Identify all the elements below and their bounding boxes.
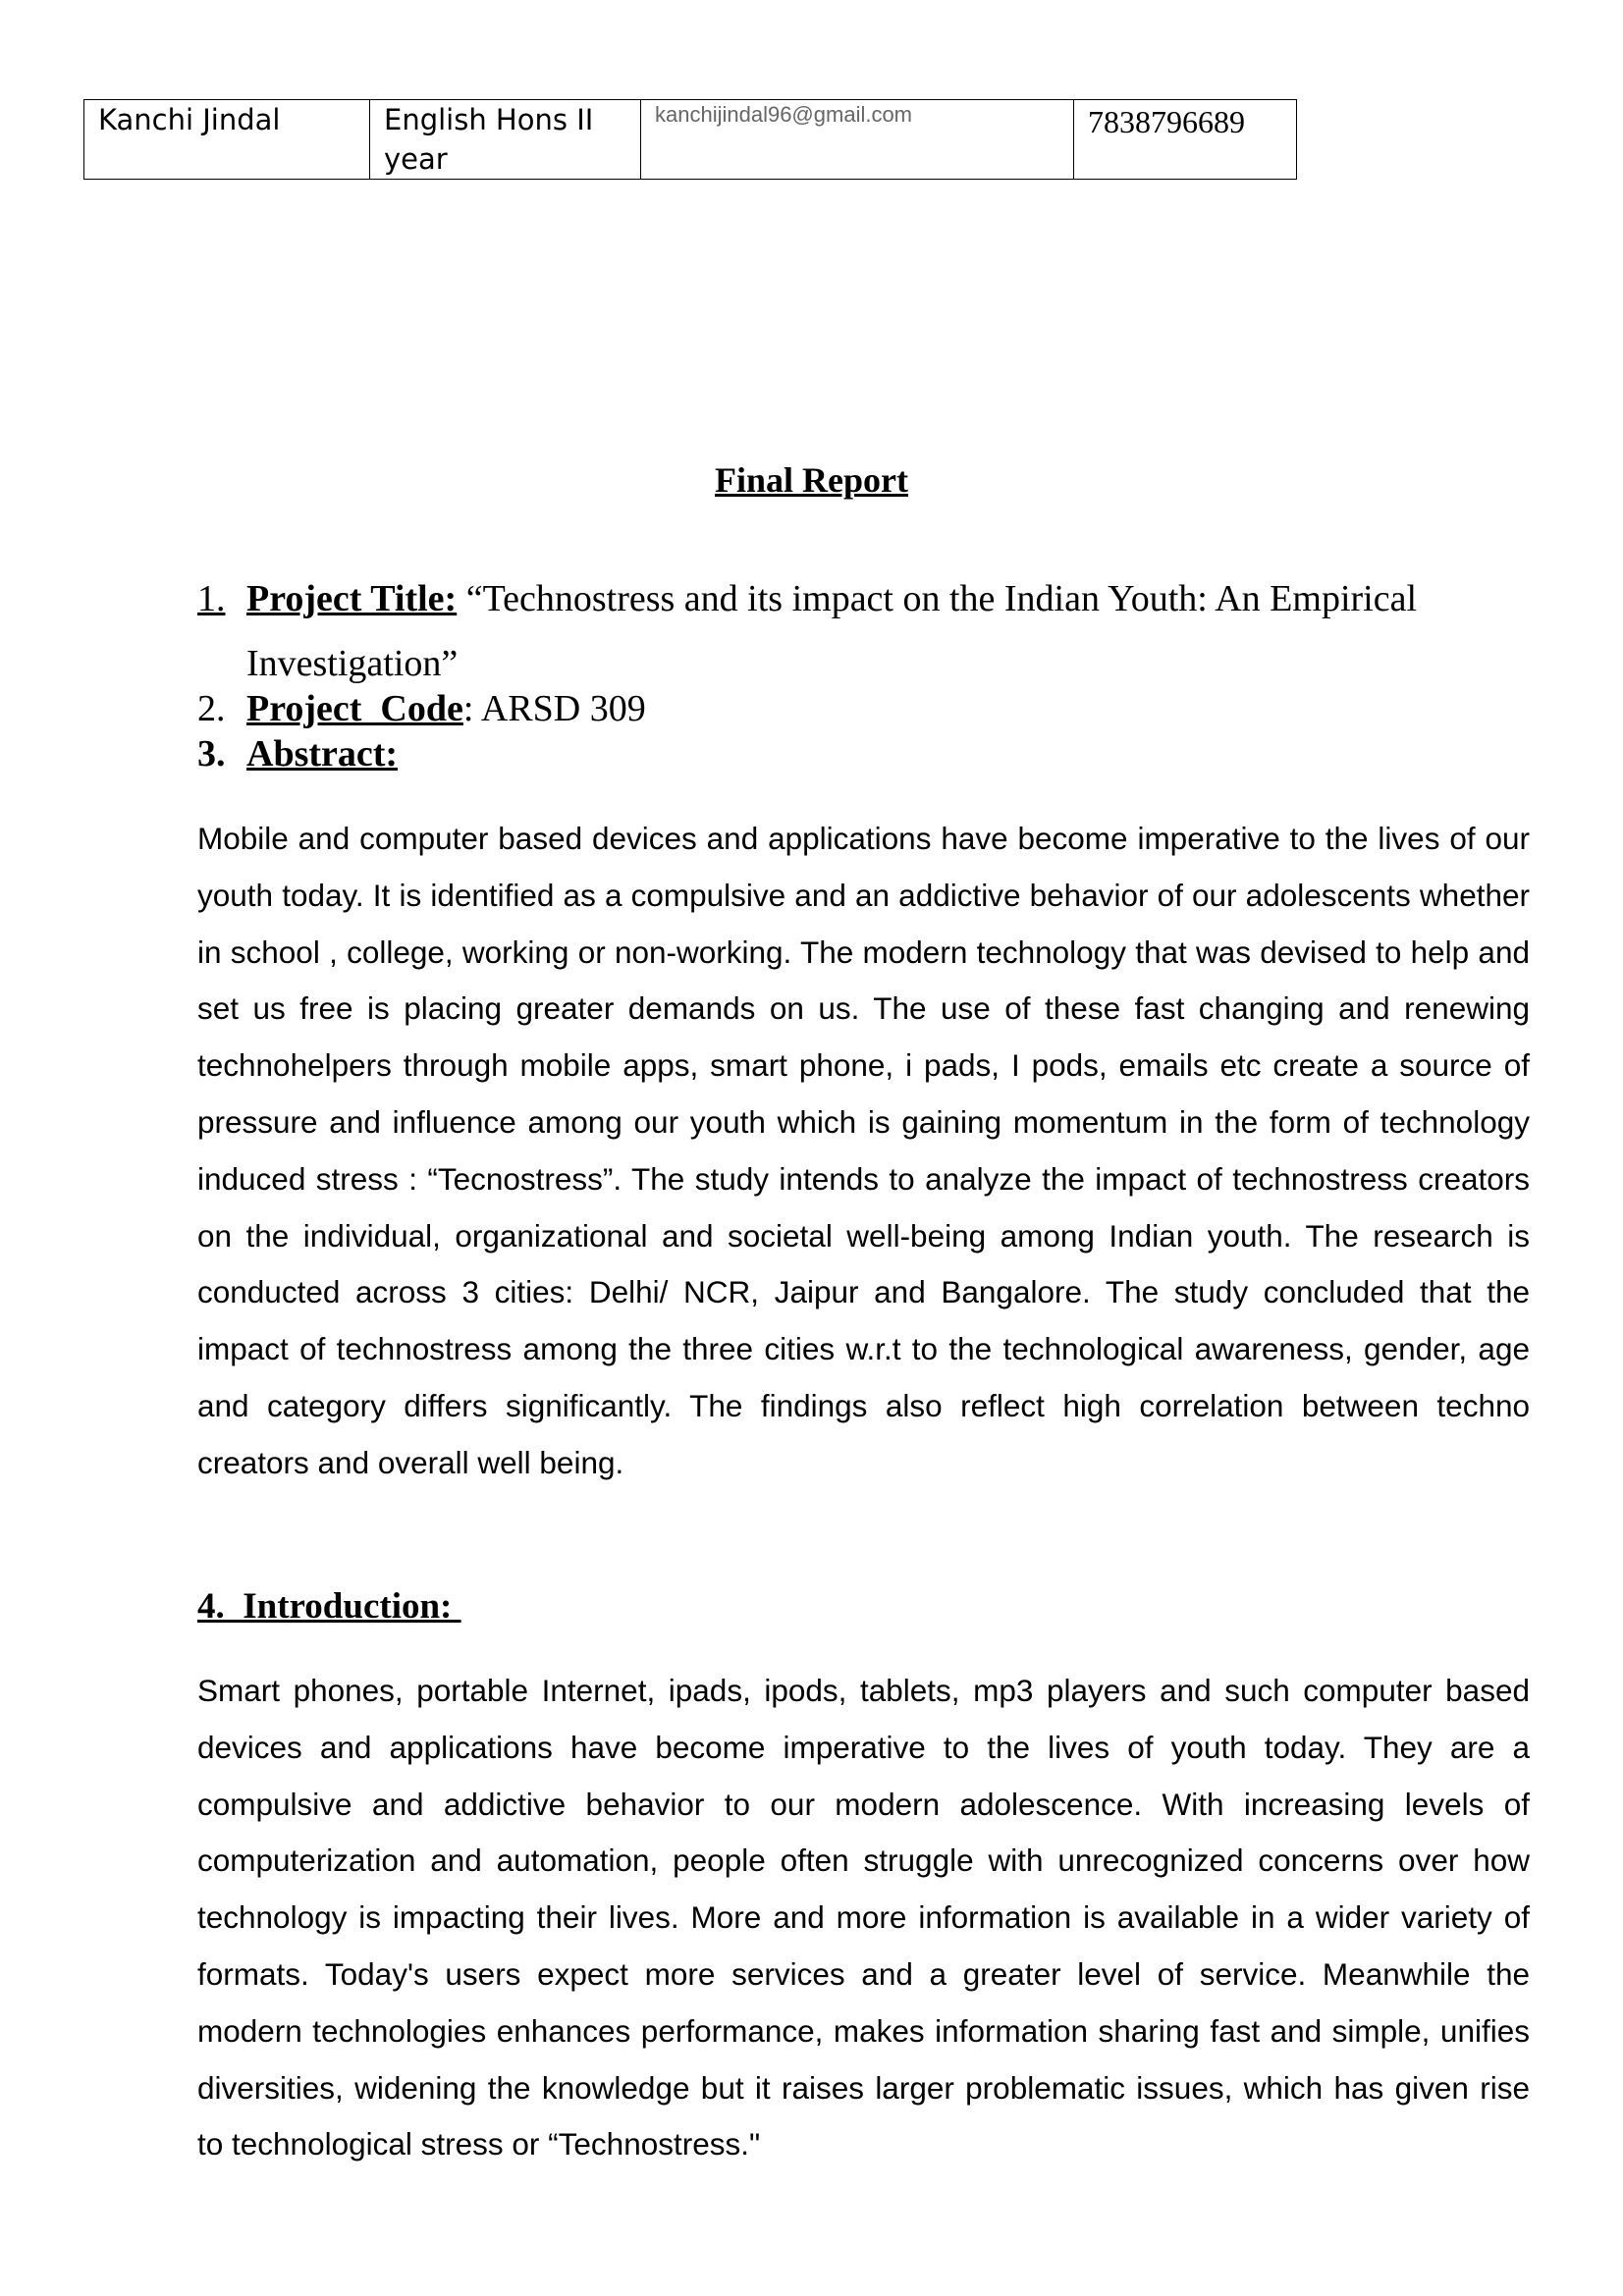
project-code-label: Project Code	[246, 688, 463, 729]
project-code-line	[197, 687, 646, 730]
item-number: 2.	[197, 688, 226, 729]
student-phone: 7838796689	[1074, 100, 1297, 180]
project-title-line	[197, 577, 1417, 620]
student-course: English Hons II year	[370, 100, 641, 180]
student-name: Kanchi Jindal	[84, 100, 370, 180]
project-code-value: : ARSD 309	[462, 688, 646, 729]
introduction-paragraph: Smart phones, portable Internet, ipads, ipods, tablets, mp3 players and such computer based devices and applications have become imperative to the lives of youth today. They are a compulsive and addictive behavior to our modern adolescence. With increasing levels of computerization and automation, people often struggle with unrecognized concerns over how technology is impacting their lives. More and more information is available in a wider variety of formats. Today's users expect more services and a greater level of service. Meanwhile the modern technologies enhances performance, makes information sharing fast and simple, unifies diversities, widening the knowledge but it raises larger problematic issues, which has given rise to technological stress or “Technostress."	[197, 1673, 1530, 2163]
student-info-row	[84, 100, 1297, 180]
student-info-table	[83, 99, 1297, 180]
abstract-label: Abstract:	[246, 733, 399, 774]
report-title: Final Report	[715, 460, 908, 500]
item-number: 3.	[197, 733, 226, 774]
project-title-continuation-text: Investigation”	[246, 643, 459, 684]
project-title-label: Project Title:	[246, 578, 458, 619]
abstract-heading	[197, 732, 398, 775]
student-email: kanchijindal96@gmail.com	[641, 100, 1074, 180]
item-number: 1.	[197, 578, 226, 619]
introduction-heading: 4. Introduction:	[197, 1586, 461, 1627]
project-title-value: “Technostress and its impact on the Indian Youth: An Empirical	[457, 578, 1417, 619]
project-title-continuation	[246, 642, 458, 685]
abstract-paragraph: Mobile and computer based devices and applications have become imperative to the lives of our youth today. It is identified as a compulsive and an addictive behavior of our adolescents whether in school , college, working or non-working. The modern technology that was devised to help and set us free is placing greater demands on us. The use of these fast changing and renewing technohelpers through mobile apps, smart phone, i pads, I pods, emails etc create a source of pressure and influence among our youth which is gaining momentum in the form of technology induced stress : “Tecnostress”. The study intends to analyze the impact of technostress creators on the individual, organizational and societal well-being among Indian youth. The research is conducted across 3 cities: Delhi/ NCR, Jaipur and Bangalore. The study concluded that the impact of technostress among the three cities w.r.t to the technological awareness, gender, age and category differs significantly. The findings also reflect high correlation between techno creators and overall well being.	[197, 821, 1530, 1480]
